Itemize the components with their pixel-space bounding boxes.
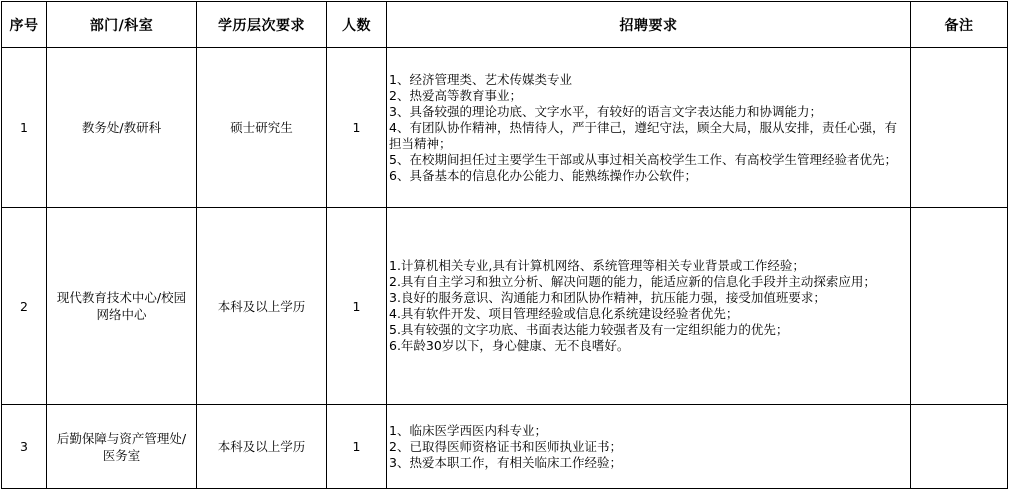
requirement-line: 1、经济管理类、艺术传媒类专业 — [389, 71, 572, 87]
header-count: 人数 — [327, 2, 387, 48]
cell-department: 后勤保障与资产管理处/医务室 — [47, 405, 197, 489]
cell-requirements — [387, 208, 911, 405]
requirement-line: 2.具有自主学习和独立分析、解决问题的能力，能适应新的信息化手段并主动探索应用； — [389, 274, 876, 289]
cell-index: 2 — [2, 208, 47, 405]
cell-count: 1 — [327, 48, 387, 208]
header-index: 序号 — [2, 2, 47, 48]
cell-remarks — [911, 48, 1008, 208]
requirement-line: 3.良好的服务意识、沟通能力和团队协作精神，抗压能力强，接受加值班要求； — [389, 290, 826, 305]
cell-count: 1 — [327, 208, 387, 405]
cell-index: 3 — [2, 405, 47, 489]
cell-education: 本科及以上学历 — [197, 405, 327, 489]
requirement-line: 2、热爱高等教育事业； — [389, 87, 522, 103]
header-requirements: 招聘要求 — [387, 2, 911, 48]
requirement-line: 6.年龄30岁以下，身心健康、无不良嗜好。 — [389, 338, 630, 353]
cell-index: 1 — [2, 48, 47, 208]
cell-department: 教务处/教研科 — [47, 48, 197, 208]
cell-remarks — [911, 405, 1008, 489]
cell-remarks — [911, 208, 1008, 405]
requirement-line: 4.具有软件开发、项目管理经验或信息化系统建设经验者优先； — [389, 306, 739, 321]
requirement-line: 3、具备较强的理论功底、文字水平，有较好的语言文字表达能力和协调能力； — [389, 103, 822, 119]
requirement-line: 5、在校期间担任过主要学生干部或从事过相关高校学生工作、有高校学生管理经验者优先； — [389, 151, 897, 167]
requirement-line: 3、热爱本职工作，有相关临床工作经验； — [389, 454, 622, 470]
header-row — [2, 2, 1008, 48]
requirement-line: 2、已取得医师资格证书和医师执业证书； — [389, 438, 622, 454]
requirement-line: 5.具有较强的文字功底、书面表达能力较强者及有一定组织能力的优先； — [389, 322, 789, 337]
requirement-line: 4、有团队协作精神，热情待人，严于律己，遵纪守法，顾全大局，服从安排，责任心强，有担当精神； — [389, 119, 897, 151]
header-remarks: 备注 — [911, 2, 1008, 48]
cell-department: 现代教育技术中心/校园网络中心 — [47, 208, 197, 405]
requirement-line: 1.计算机相关专业,具有计算机网络、系统管理等相关专业背景或工作经验； — [389, 258, 805, 273]
cell-education: 本科及以上学历 — [197, 208, 327, 405]
cell-education: 硕士研究生 — [197, 48, 327, 208]
recruitment-table — [1, 1, 1008, 489]
table-row — [2, 48, 1008, 208]
table-row — [2, 208, 1008, 405]
cell-requirements — [387, 405, 911, 489]
cell-count: 1 — [327, 405, 387, 489]
cell-requirements — [387, 48, 911, 208]
table-row — [2, 405, 1008, 489]
header-education: 学历层次要求 — [197, 2, 327, 48]
header-department: 部门/科室 — [47, 2, 197, 48]
requirement-line: 6、具备基本的信息化办公能力、能熟练操作办公软件； — [389, 167, 697, 183]
requirement-line: 1、临床医学西医内科专业； — [389, 422, 547, 438]
